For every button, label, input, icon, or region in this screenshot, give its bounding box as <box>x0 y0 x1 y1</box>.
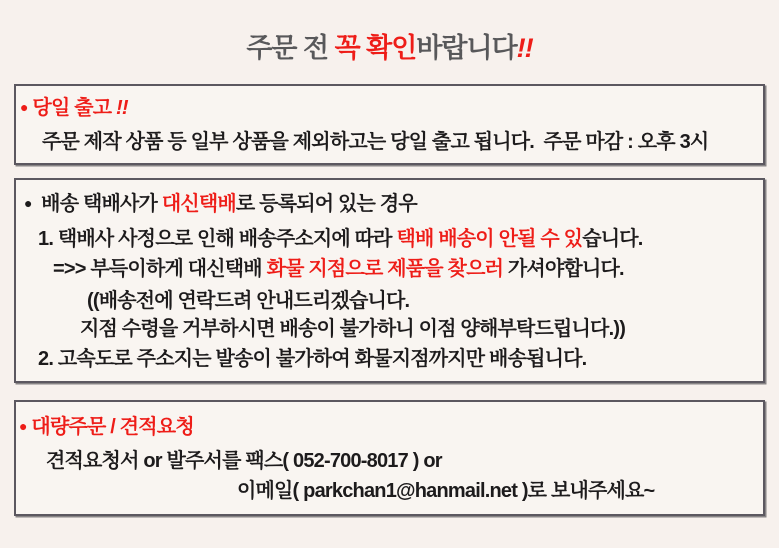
same-day-shipping-box <box>14 84 765 165</box>
delivery-note-1 <box>38 228 643 251</box>
bulk-order-email-line: 이메일( parkchan1@hanmail.net )로 보내주세요~ <box>237 480 655 502</box>
bulk-order-heading <box>19 416 194 439</box>
bulk-order-fax-line: 견적요청서 or 발주서를 팩스( 052-700-8017 ) or <box>46 450 442 472</box>
delivery-note-2-post: 가셔야합니다. <box>503 258 624 280</box>
delivery-note-1-post: 습니다. <box>582 228 643 250</box>
same-day-heading-text: 당일 출고 <box>32 97 117 119</box>
bullet-icon: ● <box>20 99 28 115</box>
bullet-icon: ● <box>19 418 27 434</box>
delivery-note-5: 2. 고속도로 주소지는 발송이 불가하여 화물지점까지만 배송됩니다. <box>38 348 587 370</box>
same-day-body: 주문 제작 상품 등 일부 상품을 제외하고는 당일 출고 됩니다. 주문 마감 : 오후 3시 <box>42 131 709 153</box>
delivery-heading-highlight: 대신택배 <box>161 193 236 215</box>
title-exclamation: !! <box>516 33 533 63</box>
delivery-note-3: ((배송전에 연락드려 안내드리겠습니다. <box>87 290 410 312</box>
bullet-icon: ● <box>24 195 32 211</box>
delivery-note-1-highlight: 택배 배송이 안될 수 있 <box>396 228 583 250</box>
delivery-courier-box <box>14 178 765 383</box>
delivery-heading <box>24 193 417 216</box>
delivery-heading-post: 로 등록되어 있는 경우 <box>235 193 417 215</box>
title-text-2: 바랍니다 <box>416 33 517 63</box>
page-title <box>0 26 779 65</box>
delivery-note-2 <box>53 258 624 281</box>
delivery-note-1-pre: 1. 택배사 사정으로 인해 배송주소지에 따라 <box>38 228 397 250</box>
title-highlight: 꼭 확인 <box>334 33 417 63</box>
delivery-note-4: 지점 수령을 거부하시면 배송이 불가하니 이점 양해부탁드립니다.)) <box>80 318 626 340</box>
title-text: 주문 전 <box>246 33 335 63</box>
same-day-heading <box>20 97 128 120</box>
bulk-order-heading-text: 대량주문 / 견적요청 <box>31 416 194 438</box>
delivery-heading-pre: 배송 택배사가 <box>41 193 162 215</box>
bulk-order-quote-box <box>14 400 765 516</box>
delivery-note-2-pre: =>> 부득이하게 대신택배 <box>53 258 267 280</box>
same-day-heading-bang: !! <box>116 97 128 119</box>
delivery-note-2-highlight: 화물 지점으로 제품을 찾으러 <box>266 258 504 280</box>
